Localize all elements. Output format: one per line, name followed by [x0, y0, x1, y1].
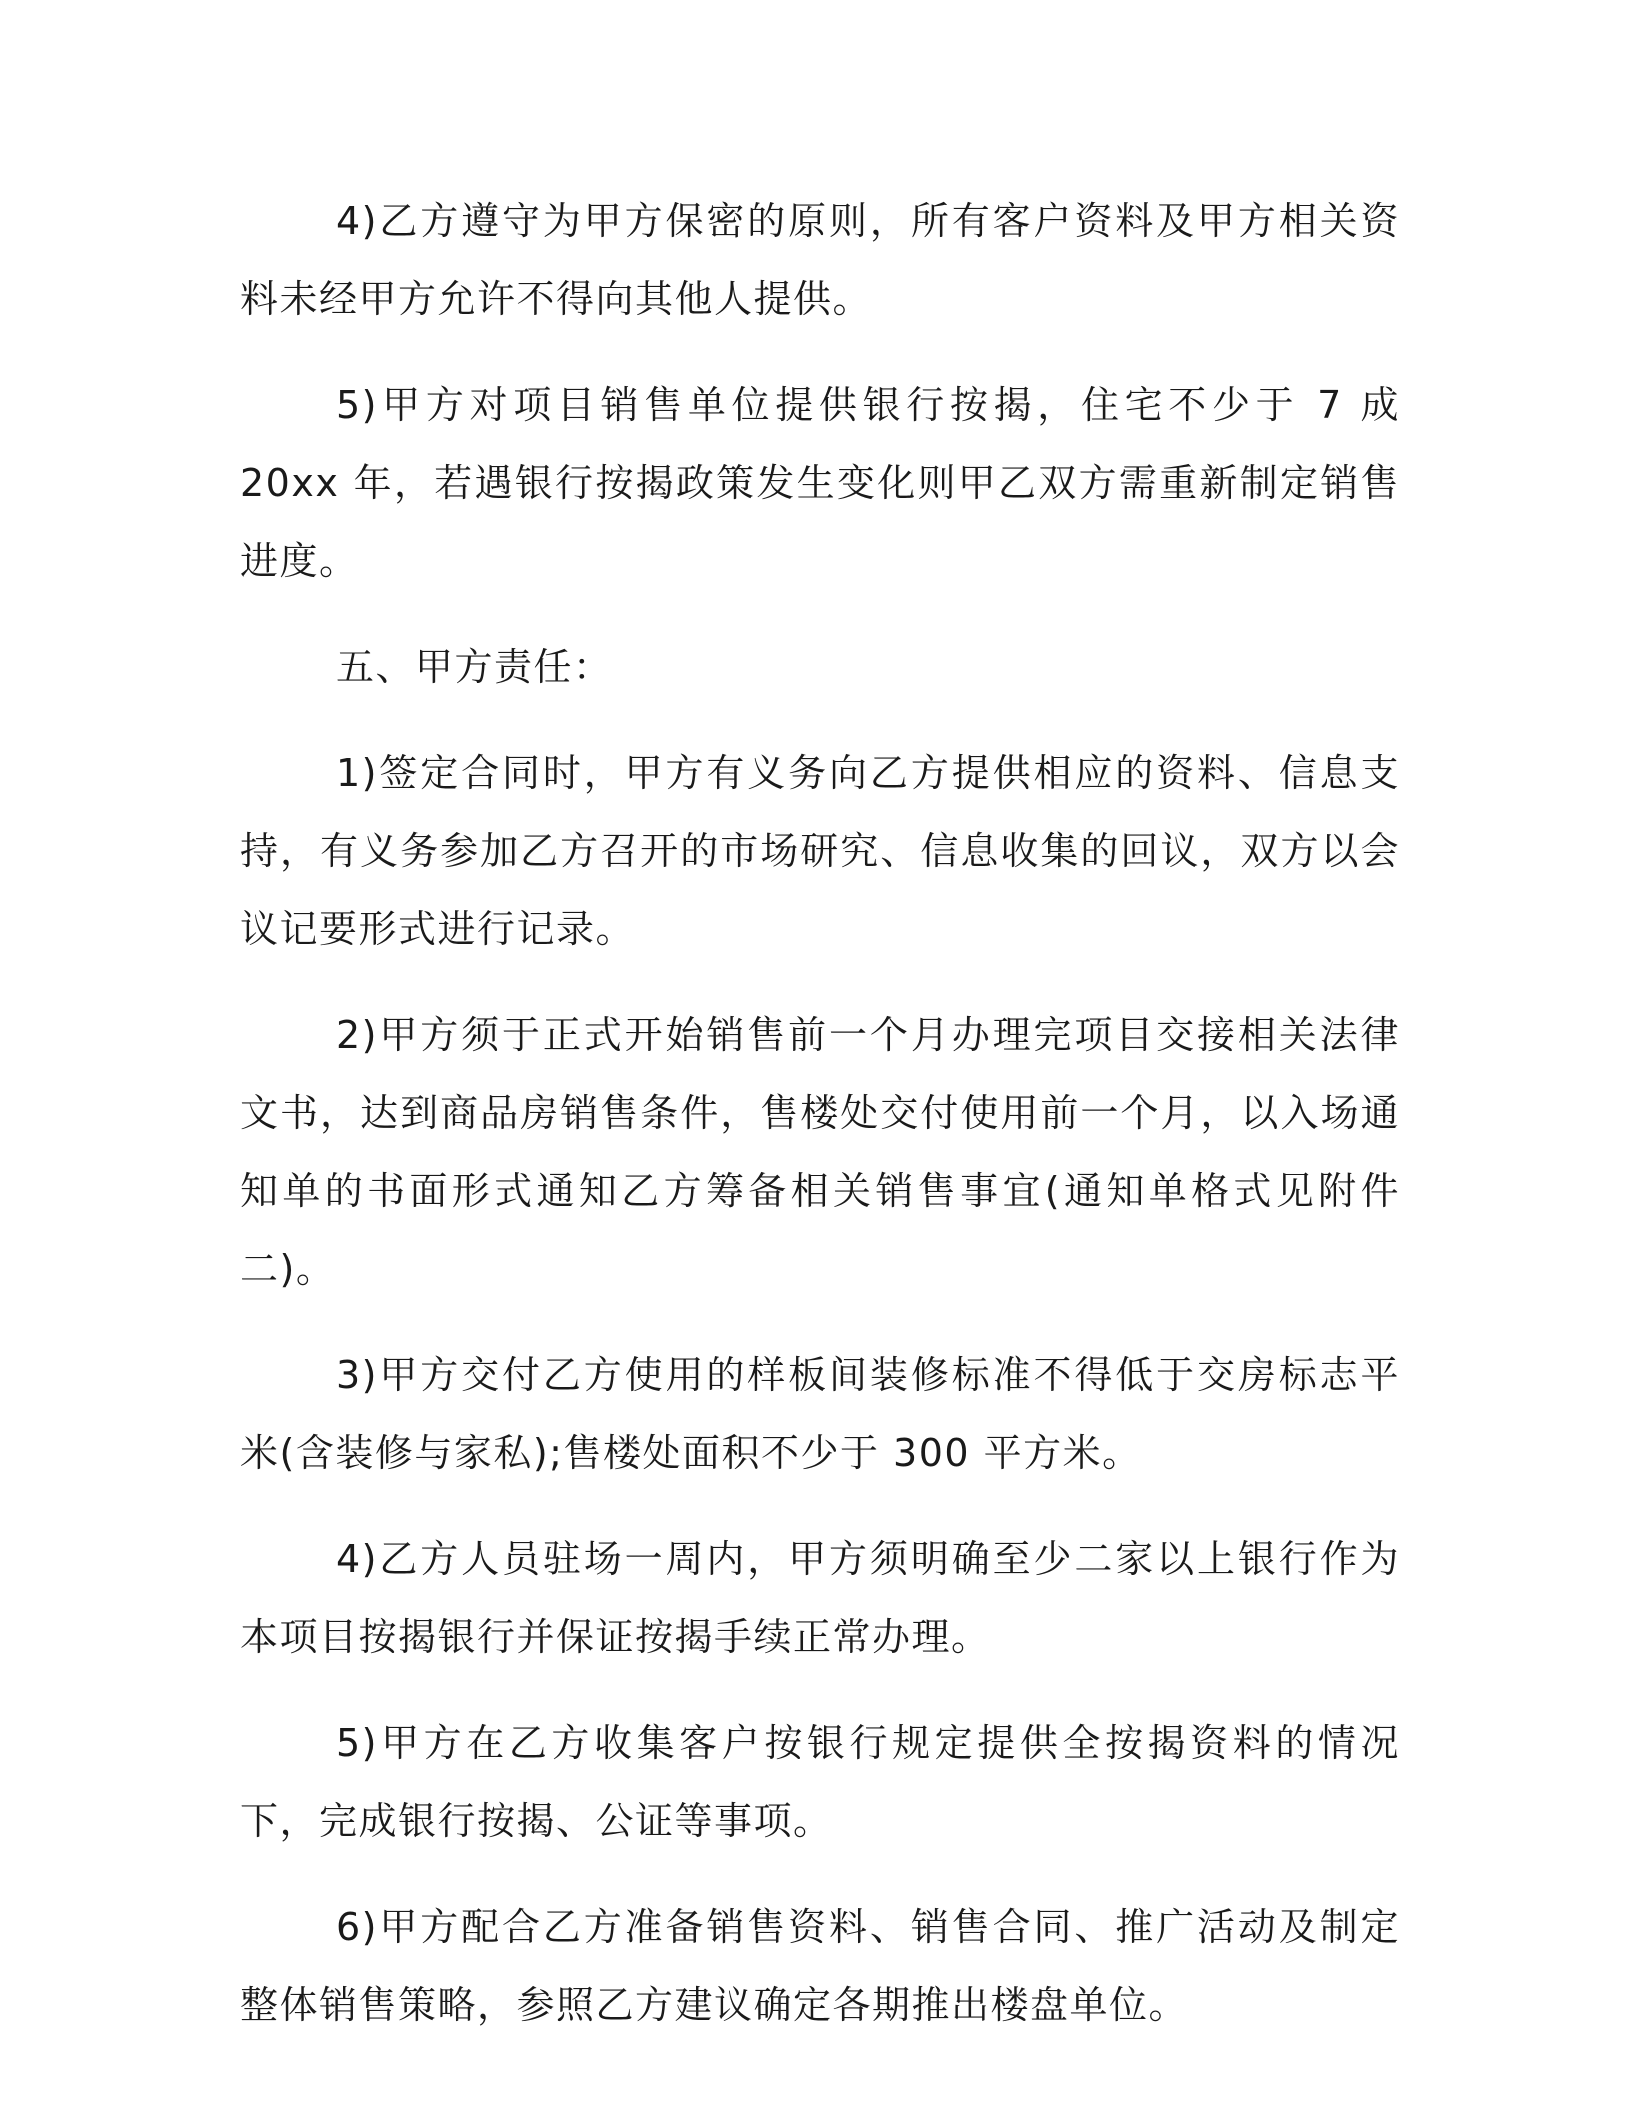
clause-paragraph: 4)乙方人员驻场一周内，甲方须明确至少二家以上银行作为本项目按揭银行并保证按揭手续正常办理。 [240, 1537, 1400, 1659]
clause-paragraph: 4)乙方遵守为甲方保密的原则，所有客户资料及甲方相关资料未经甲方允许不得向其他人提供。 [240, 199, 1400, 321]
clause-paragraph: 1)签定合同时，甲方有义务向乙方提供相应的资料、信息支持，有义务参加乙方召开的市场研究、信息收集的回议，双方以会议记要形式进行记录。 [240, 751, 1400, 951]
section-heading: 五、甲方责任： [336, 645, 613, 689]
clause-paragraph: 5)甲方对项目销售单位提供银行按揭，住宅不少于 7 成 20xx 年，若遇银行按揭政策发生变化则甲乙双方需重新制定销售进度。 [240, 383, 1400, 583]
document-body [240, 182, 1400, 2072]
clause-paragraph: 3)甲方交付乙方使用的样板间装修标准不得低于交房标志平米(含装修与家私);售楼处面积不少于 300 平方米。 [240, 1353, 1400, 1475]
clause-paragraph: 6)甲方配合乙方准备销售资料、销售合同、推广活动及制定整体销售策略，参照乙方建议确定各期推出楼盘单位。 [240, 1905, 1400, 2027]
clause-paragraph: 5)甲方在乙方收集客户按银行规定提供全按揭资料的情况下，完成银行按揭、公证等事项。 [240, 1721, 1400, 1843]
clause-paragraph: 2)甲方须于正式开始销售前一个月办理完项目交接相关法律文书，达到商品房销售条件，售楼处交付使用前一个月，以入场通知单的书面形式通知乙方筹备相关销售事宜(通知单格式见附件二)。 [240, 1013, 1400, 1291]
